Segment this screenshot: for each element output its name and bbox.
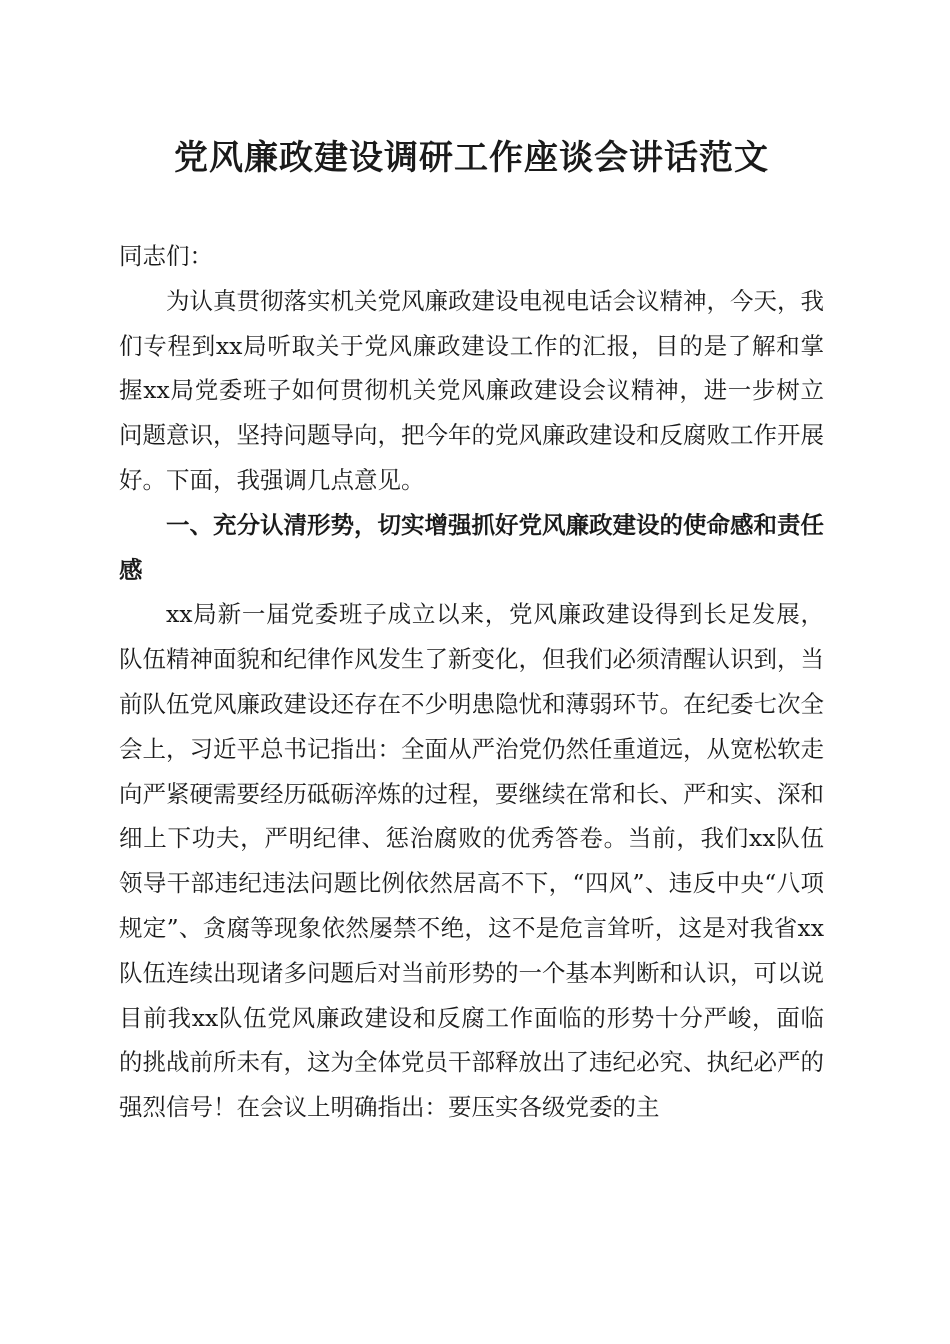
document-body <box>119 234 824 1130</box>
salutation: 同志们： <box>119 242 213 270</box>
intro-paragraph: 为认真贯彻落实机关党风廉政建设电视电话会议精神，今天，我们专程到xx局听取关于党风廉政建设工作的汇报，目的是了解和掌握xx局党委班子如何贯彻机关党风廉政建设会议精神，进一步树立问题意识，坚持问题导向，把今年的党风廉政建设和反腐败工作开展好。下面，我强调几点意见。 <box>119 286 824 494</box>
document-page <box>119 0 824 1344</box>
document-title: 党风廉政建设调研工作座谈会讲话范文 <box>174 138 769 178</box>
section-heading: 一、充分认清形势，切实增强抓好党风廉政建设的使命感和责任感 <box>119 510 824 584</box>
section-paragraph: xx局新一届党委班子成立以来，党风廉政建设得到长足发展，队伍精神面貌和纪律作风发生了新变化，但我们必须清醒认识到，当前队伍党风廉政建设还存在不少明患隐忧和薄弱环节。在纪委七次全会上，习近平总书记指出：全面从严治党仍然任重道远，从宽松软走向严紧硬需要经历砥砺淬炼的过程，要继续在常和长、严和实、深和细上下功夫，严明纪律、惩治腐败的优秀答卷。当前，我们xx队伍领导干部违纪违法问题比例依然居高不下，“四风”、违反中央“八项规定”、贪腐等现象依然屡禁不绝，这不是危言耸听，这是对我省xx队伍连续出现诸多问题后对当前形势的一个基本判断和认识，可以说目前我xx队伍党风廉政建设和反腐工作面临的形势十分严峻，面临的挑战前所未有，这为全体党员干部释放出了违纪必究、执纪必严的强烈信号！在会议上明确指出：要压实各级党委的主 <box>119 600 824 1122</box>
